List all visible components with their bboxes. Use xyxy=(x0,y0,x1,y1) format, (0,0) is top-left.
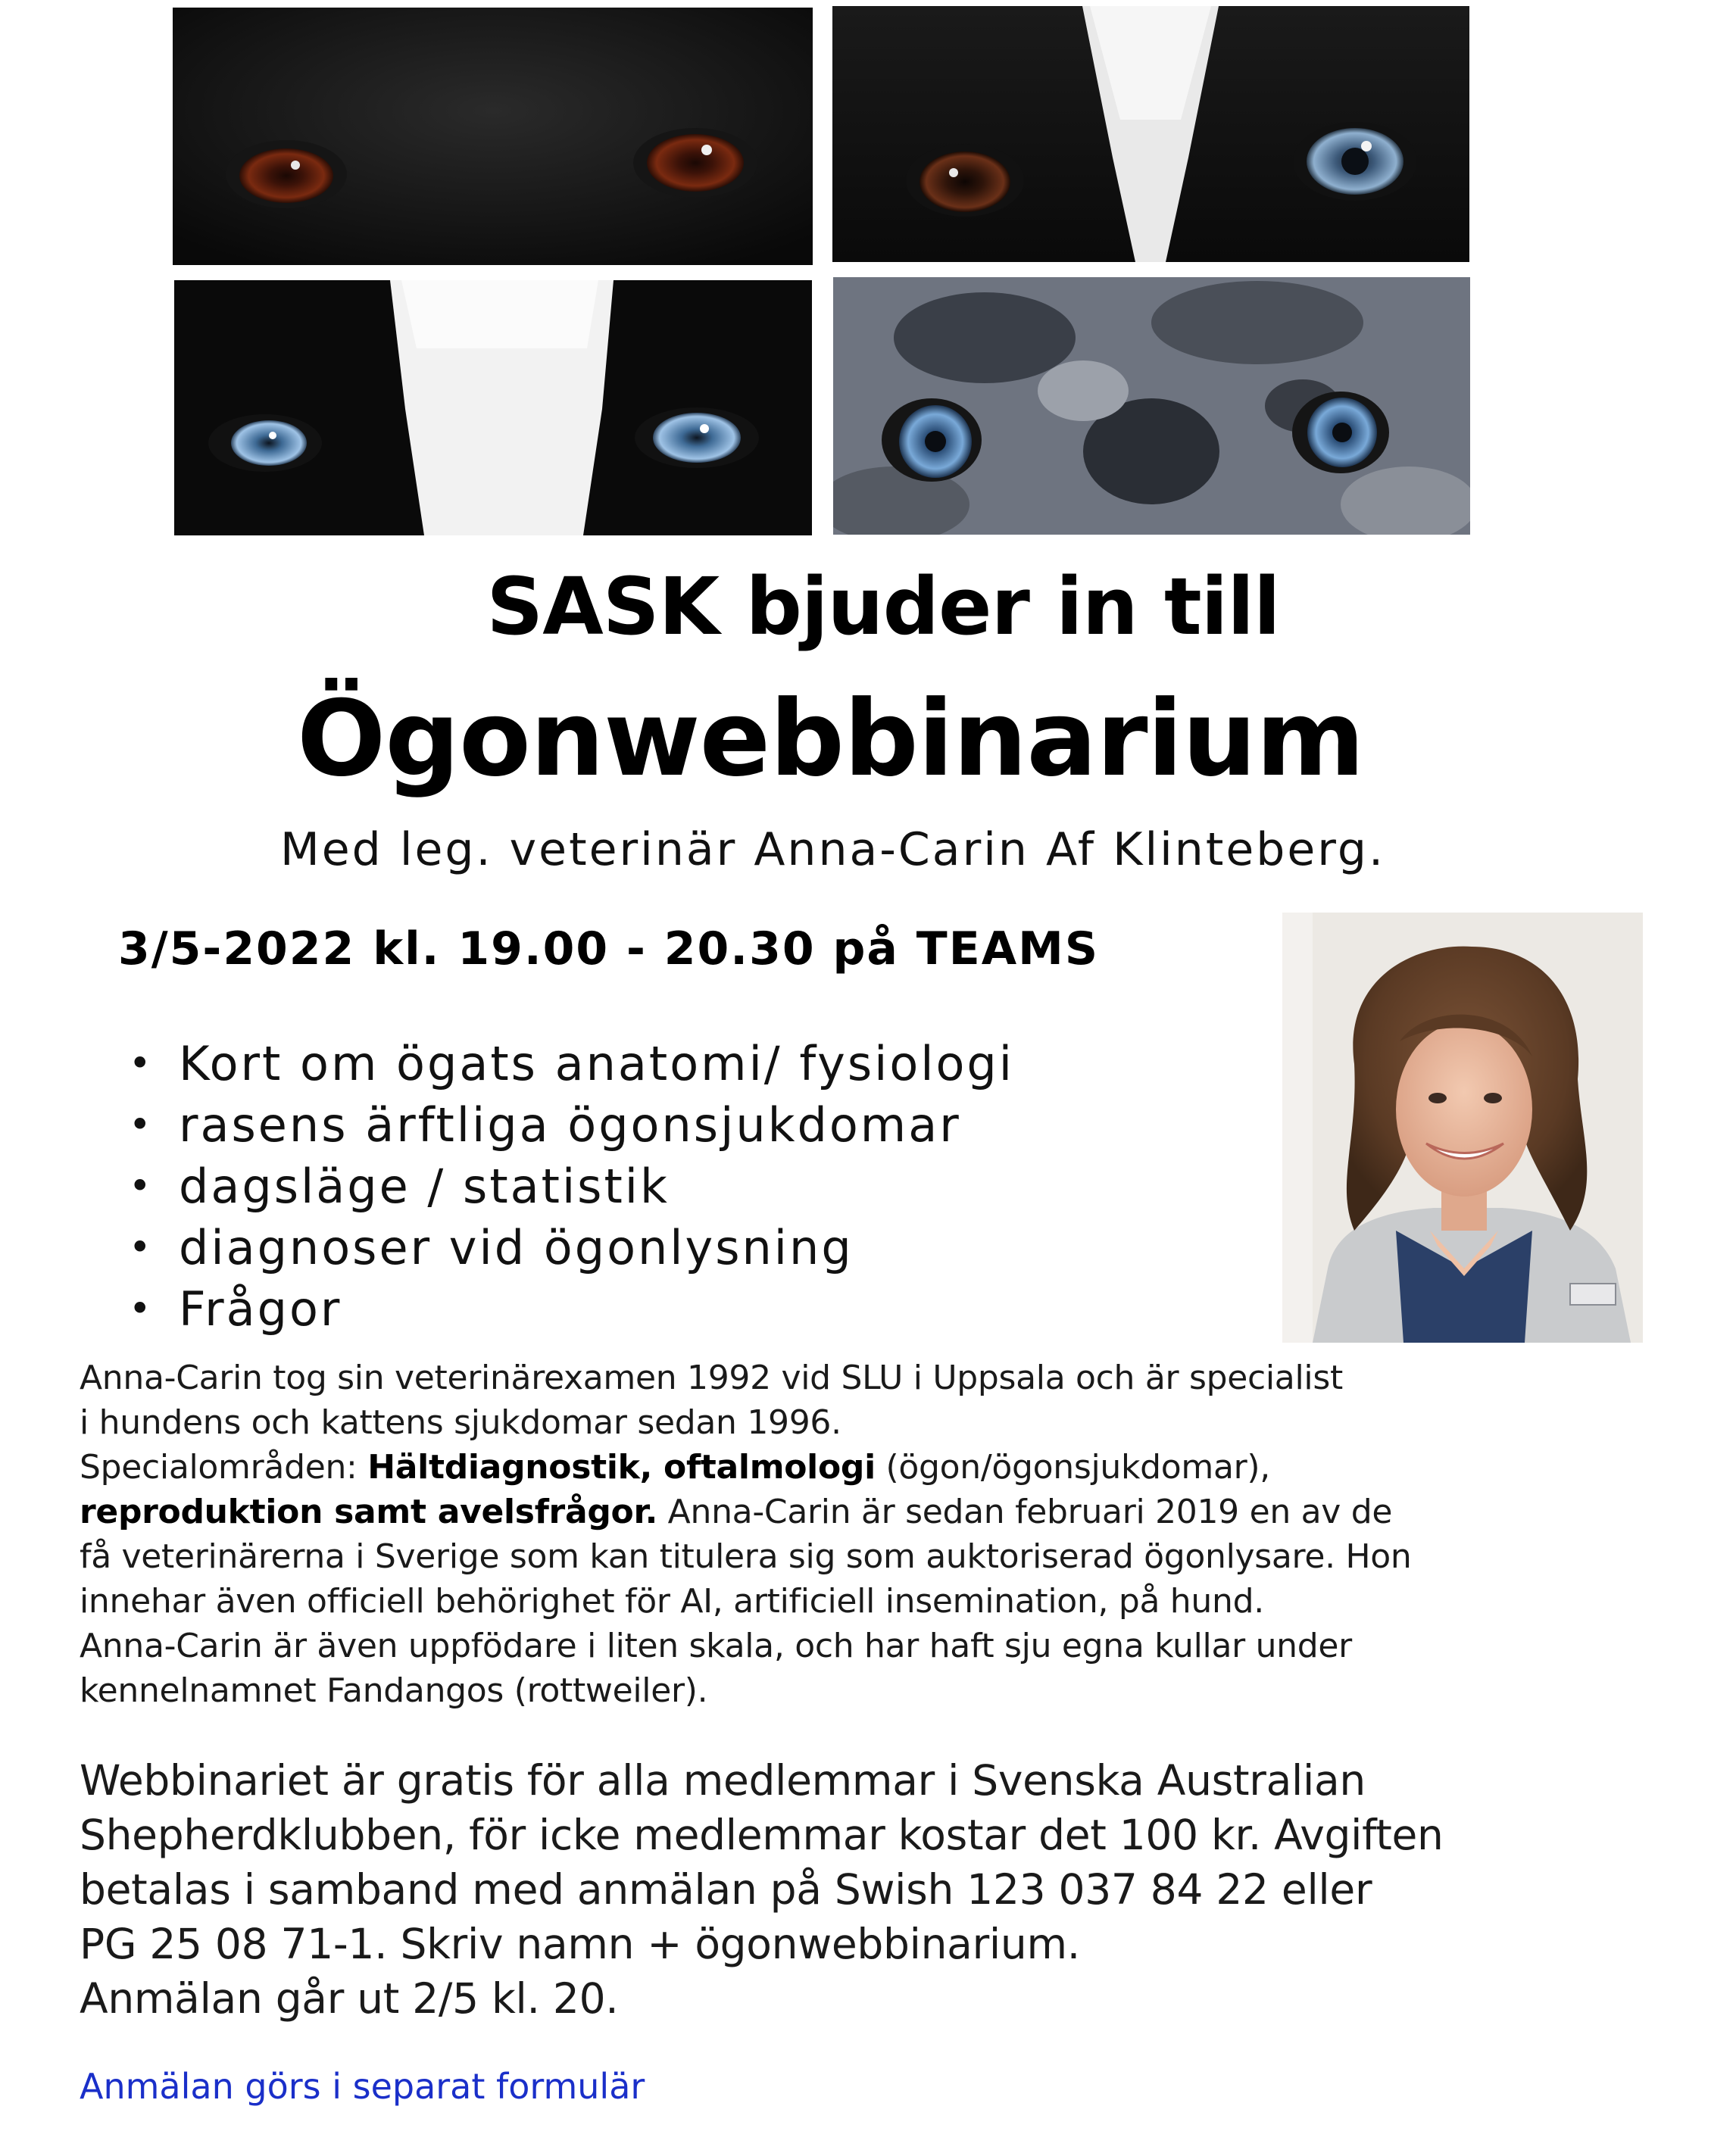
bullet-icon: • xyxy=(129,1103,154,1147)
list-item: • diagnoser vid ögonlysning xyxy=(129,1217,1014,1278)
bullet-icon: • xyxy=(129,1041,154,1085)
list-item: • Frågor xyxy=(129,1278,1014,1340)
presenter-bio: Anna-Carin tog sin veterinärexamen 1992 vid SLU i Uppsala och är specialist i hundens och kattens sjukdomar sedan 1996. Specialområden: Hältdiagnostik, oftalmologi (ögon/ögonsjukdomar), reproduktion samt avelsfrågor. Anna-Carin är sedan februari 2019 en av de få veterinärerna i Sverige som kan titulera sig som auktoriserad ögonlysare. Hon innehar även officiell behörighet för AI, artificiell insemination, på hund. Anna-Carin är även uppfödare i liten skala, och har haft sju egna kullar under kennelnamnet Fandangos (rottweiler). xyxy=(80,1359,1412,1710)
registration-info: Webbinariet är gratis för alla medlemmar i Svenska Australian Shepherdklubben, för icke medlemmar kostar det 100 kr. Avgiften betalas i samband med anmälan på Swish 123 037 84 22 eller PG 25 08 71-1. Skriv namn + ögonwebbinarium. Anmälan går ut 2/5 kl. 20. xyxy=(80,1756,1444,2023)
list-item: • Kort om ögats anatomi/ fysiologi xyxy=(129,1033,1014,1094)
heading-invitation: SASK bjuder in till xyxy=(486,560,1280,653)
dog-eyes-photo-brown xyxy=(173,8,813,265)
heading-webinar-title: Ögonwebbinarium xyxy=(297,678,1364,800)
dog-eyes-photo-blue xyxy=(174,280,812,535)
bullet-icon: • xyxy=(129,1287,154,1331)
heading-presenter: Med leg. veterinär Anna-Carin Af Klinteberg. xyxy=(280,823,1386,876)
bullet-icon: • xyxy=(129,1225,154,1269)
event-datetime: 3/5-2022 kl. 19.00 - 20.30 på TEAMS xyxy=(118,922,1100,975)
dog-eyes-photo-merle-blue xyxy=(833,277,1470,535)
topic-list xyxy=(129,1033,1014,1340)
list-item: • dagsläge / statistik xyxy=(129,1156,1014,1217)
bullet-icon: • xyxy=(129,1164,154,1208)
signup-form-link[interactable]: Anmälan görs i separat formulär xyxy=(80,2066,645,2107)
presenter-portrait xyxy=(1282,913,1643,1343)
dog-eyes-photo-brown-blue xyxy=(832,6,1469,262)
list-item: • rasens ärftliga ögonsjukdomar xyxy=(129,1094,1014,1156)
